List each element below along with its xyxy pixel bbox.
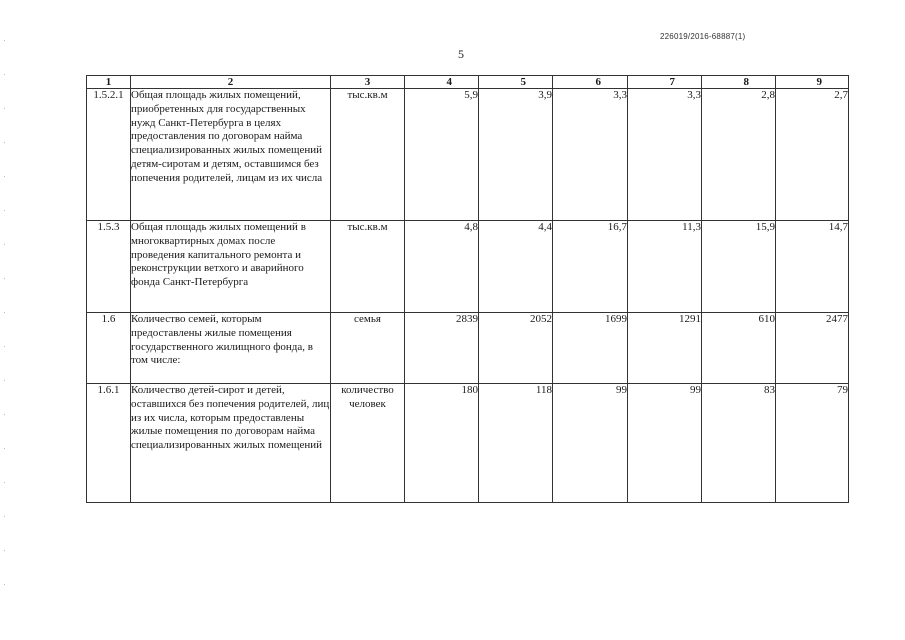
row-code: 1.6 xyxy=(87,313,131,384)
row-value: 118 xyxy=(479,384,553,503)
column-header: 4 xyxy=(405,76,479,89)
row-value: 4,4 xyxy=(479,221,553,313)
table-row xyxy=(87,89,849,221)
row-code: 1.5.3 xyxy=(87,221,131,313)
row-value: 2052 xyxy=(479,313,553,384)
row-value: 2,7 xyxy=(776,89,849,221)
row-value: 2839 xyxy=(405,313,479,384)
row-value: 3,3 xyxy=(553,89,628,221)
page-number: 5 xyxy=(458,47,464,61)
row-value: 15,9 xyxy=(702,221,776,313)
column-header: 8 xyxy=(702,76,776,89)
scan-margin-marks xyxy=(4,40,5,600)
row-indicator-name: Общая площадь жилых помещений в многоквартирных домах после проведения капитального ремонта и реконструкции ветхого и аварийного фонда Санкт-Петербурга xyxy=(131,221,331,313)
row-code: 1.5.2.1 xyxy=(87,89,131,221)
row-value: 3,3 xyxy=(628,89,702,221)
row-value: 180 xyxy=(405,384,479,503)
row-value: 11,3 xyxy=(628,221,702,313)
row-unit: тыс.кв.м xyxy=(331,221,405,313)
row-value: 83 xyxy=(702,384,776,503)
row-value: 1291 xyxy=(628,313,702,384)
row-value: 1699 xyxy=(553,313,628,384)
row-value: 14,7 xyxy=(776,221,849,313)
table-row xyxy=(87,384,849,503)
table-header-row xyxy=(87,76,849,89)
row-unit: тыс.кв.м xyxy=(331,89,405,221)
row-value: 4,8 xyxy=(405,221,479,313)
column-header: 9 xyxy=(776,76,849,89)
column-header: 3 xyxy=(331,76,405,89)
row-code: 1.6.1 xyxy=(87,384,131,503)
table-row xyxy=(87,221,849,313)
row-indicator-name: Количество детей-сирот и детей, оставшихся без попечения родителей, лиц из их числа, которым предоставлены жилые помещения по договорам найма специализированных жилых помещений xyxy=(131,384,331,503)
row-unit: количество человек xyxy=(331,384,405,503)
row-unit: семья xyxy=(331,313,405,384)
column-header: 1 xyxy=(87,76,131,89)
row-value: 2477 xyxy=(776,313,849,384)
row-value: 5,9 xyxy=(405,89,479,221)
column-header: 2 xyxy=(131,76,331,89)
row-value: 99 xyxy=(628,384,702,503)
table-row xyxy=(87,313,849,384)
column-header: 7 xyxy=(628,76,702,89)
row-indicator-name: Количество семей, которым предоставлены жилые помещения государственного жилищного фонда, в том числе: xyxy=(131,313,331,384)
row-value: 16,7 xyxy=(553,221,628,313)
row-value: 79 xyxy=(776,384,849,503)
indicators-table xyxy=(86,75,849,503)
row-value: 3,9 xyxy=(479,89,553,221)
column-header: 6 xyxy=(553,76,628,89)
row-value: 610 xyxy=(702,313,776,384)
row-indicator-name: Общая площадь жилых помещений, приобретенных для государственных нужд Санкт-Петербурга в целях предоставления по договорам найма специализированных жилых помещений детям-сиротам и детям, оставшимся без попечения родителей, лицам из их числа xyxy=(131,89,331,221)
document-id: 226019/2016-68887(1) xyxy=(660,32,746,41)
row-value: 99 xyxy=(553,384,628,503)
row-value: 2,8 xyxy=(702,89,776,221)
column-header: 5 xyxy=(479,76,553,89)
